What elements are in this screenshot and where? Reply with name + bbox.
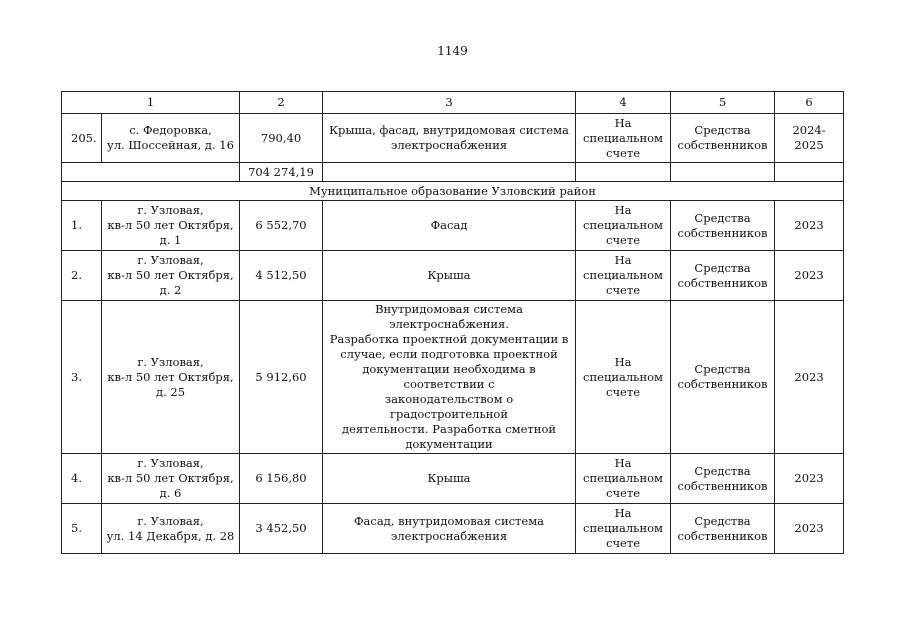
period-cell: 2023 [775, 504, 844, 554]
row-number: 205. [62, 114, 102, 163]
source-cell: Средства собственников [671, 504, 775, 554]
period-cell: 2023 [775, 301, 844, 454]
row-number: 5. [62, 504, 102, 554]
header-cell: 3 [323, 92, 576, 114]
address-cell: с. Федоровка, ул. Шоссейная, д. 16 [102, 114, 240, 163]
address-cell: г. Узловая, кв-л 50 лет Октября, д. 6 [102, 454, 240, 504]
row-number: 1. [62, 201, 102, 251]
work-cell: Фасад [323, 201, 576, 251]
table-row [62, 504, 844, 554]
source-cell: Средства собственников [671, 201, 775, 251]
total-cost-cell: 704 274,19 [240, 163, 323, 182]
account-cell: На специальном счете [576, 301, 671, 454]
cost-cell: 5 912,60 [240, 301, 323, 454]
address-cell: г. Узловая, кв-л 50 лет Октября, д. 2 [102, 251, 240, 301]
table-row [62, 251, 844, 301]
header-row [62, 92, 844, 114]
header-cell: 4 [576, 92, 671, 114]
account-cell: На специальном счете [576, 454, 671, 504]
table-row [62, 454, 844, 504]
period-cell: 2023 [775, 201, 844, 251]
work-cell: Крыша, фасад, внутридомовая система электроснабжения [323, 114, 576, 163]
empty-cell [323, 163, 576, 182]
table-body [62, 92, 844, 554]
cost-cell: 790,40 [240, 114, 323, 163]
header-cell: 6 [775, 92, 844, 114]
account-cell: На специальном счете [576, 504, 671, 554]
header-cell: 5 [671, 92, 775, 114]
table-row [62, 114, 844, 163]
page-number: 1149 [437, 44, 468, 58]
empty-cell [671, 163, 775, 182]
source-cell: Средства собственников [671, 454, 775, 504]
header-cell: 2 [240, 92, 323, 114]
account-cell: На специальном счете [576, 201, 671, 251]
total-row [62, 163, 844, 182]
period-cell: 2023 [775, 251, 844, 301]
total-label-cell [62, 163, 240, 182]
address-cell: г. Узловая, кв-л 50 лет Октября, д. 25 [102, 301, 240, 454]
repair-register-table [61, 91, 844, 554]
table-row [62, 301, 844, 454]
work-cell: Фасад, внутридомовая система электроснабжения [323, 504, 576, 554]
account-cell: На специальном счете [576, 251, 671, 301]
work-cell: Крыша [323, 454, 576, 504]
address-cell: г. Узловая, кв-л 50 лет Октября, д. 1 [102, 201, 240, 251]
section-title: Муниципальное образование Узловский район [62, 182, 844, 201]
work-cell: Внутридомовая система электроснабжения. Разработка проектной документации в случае, если подготовка проектной документации необходима в соответствии с законодательством о градостроительной деятельности. Разработка сметной документации [323, 301, 576, 454]
table-row [62, 201, 844, 251]
period-cell: 2024-2025 [775, 114, 844, 163]
account-cell: На специальном счете [576, 114, 671, 163]
source-cell: Средства собственников [671, 251, 775, 301]
source-cell: Средства собственников [671, 114, 775, 163]
row-number: 2. [62, 251, 102, 301]
cost-cell: 6 552,70 [240, 201, 323, 251]
empty-cell [775, 163, 844, 182]
work-cell: Крыша [323, 251, 576, 301]
row-number: 4. [62, 454, 102, 504]
section-title-row [62, 182, 844, 201]
source-cell: Средства собственников [671, 301, 775, 454]
cost-cell: 3 452,50 [240, 504, 323, 554]
address-cell: г. Узловая, ул. 14 Декабря, д. 28 [102, 504, 240, 554]
cost-cell: 6 156,80 [240, 454, 323, 504]
row-number: 3. [62, 301, 102, 454]
empty-cell [576, 163, 671, 182]
period-cell: 2023 [775, 454, 844, 504]
cost-cell: 4 512,50 [240, 251, 323, 301]
header-cell: 1 [62, 92, 240, 114]
